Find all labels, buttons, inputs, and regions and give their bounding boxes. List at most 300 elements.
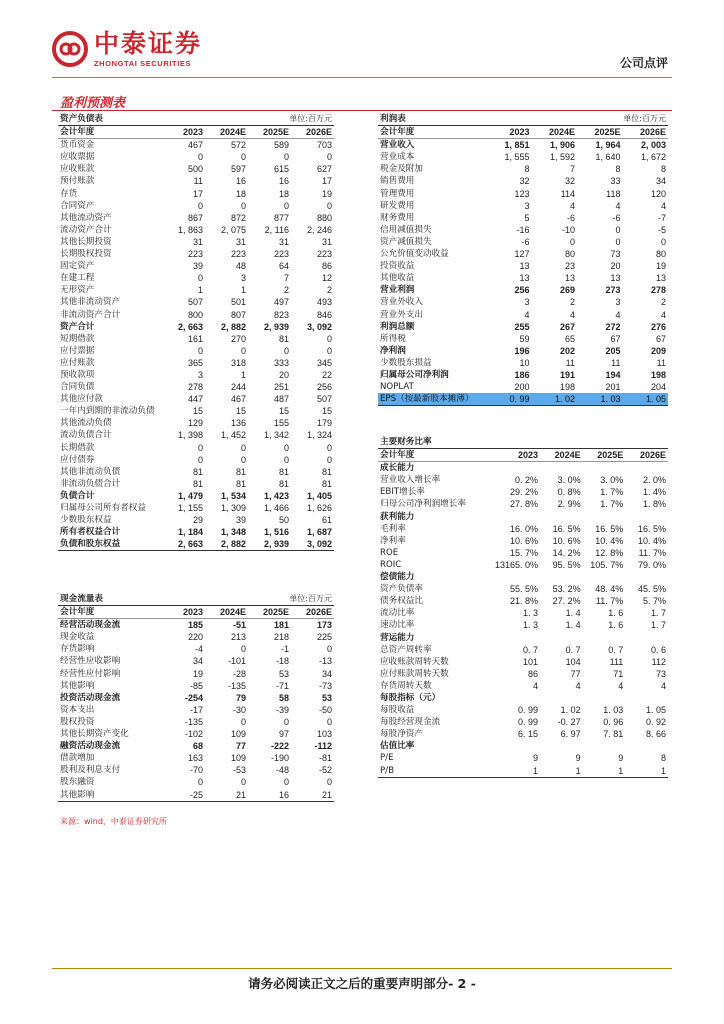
income-statement-row-label: 营业利润 — [380, 285, 415, 296]
cash-flow-cell: 163 — [187, 753, 203, 764]
cash-flow-row-label: 股利及利息支付 — [60, 765, 121, 776]
ratios-cell: 11. 7% — [638, 547, 666, 558]
cash-flow-cell: -81 — [318, 753, 332, 764]
balance-sheet-cell: 16 — [278, 176, 289, 187]
balance-sheet-cell: 1, 155 — [177, 503, 203, 513]
cash-flow-cell: 103 — [316, 729, 332, 740]
ratios-row-label: 归母公司净利润增长率 — [380, 499, 466, 510]
ratios-cell: 2. 0% — [642, 475, 666, 486]
cash-flow-row — [58, 776, 334, 788]
balance-sheet-cell: 39 — [192, 261, 203, 272]
cash-flow-row-label: 投资活动现金流 — [60, 692, 121, 703]
ratios-cell — [625, 462, 668, 475]
ratios-cell — [486, 511, 540, 523]
balance-sheet-cell: 500 — [187, 164, 203, 175]
balance-sheet-cell: 572 — [230, 140, 246, 151]
ratios-cell: 4 — [575, 680, 581, 691]
income-statement-unit: 单位:百万元 — [486, 113, 668, 126]
ratios-row — [378, 607, 668, 619]
balance-sheet-cell: 0 — [197, 273, 203, 284]
ratios-cell — [486, 740, 540, 752]
balance-sheet-cell: 0 — [326, 454, 332, 465]
ratios-cell: 16. 5% — [637, 523, 666, 534]
cash-flow-cell: -135 — [184, 716, 203, 727]
balance-sheet-row-label: 合同资产 — [60, 200, 95, 211]
income-statement-cell: 3 — [615, 297, 621, 308]
cash-flow-title: 现金流量表 — [58, 593, 162, 606]
income-statement-cell: 2 — [569, 297, 575, 308]
income-statement-row — [378, 333, 668, 345]
income-statement-row — [378, 224, 668, 236]
cash-flow-table — [58, 593, 334, 802]
ratios-cell: 0. 6 — [650, 644, 666, 655]
income-statement-row-label: 归属母公司净利润 — [380, 369, 449, 380]
balance-sheet-cell: 589 — [273, 140, 289, 151]
balance-sheet-row-label: 其他流动负债 — [60, 418, 112, 429]
ratios-row — [378, 486, 668, 498]
income-statement-cell: 8 — [660, 164, 666, 175]
ratios-row — [378, 511, 668, 523]
balance-sheet-cell: 615 — [273, 164, 289, 175]
income-statement-row-label: 资产减值损失 — [380, 236, 432, 247]
income-statement-cell: -6 — [566, 212, 575, 223]
cash-flow-cell: -13 — [318, 656, 332, 667]
income-statement-cell: 4 — [615, 309, 621, 320]
ratios-row — [378, 547, 668, 559]
income-statement-row-label: 营业成本 — [380, 152, 415, 163]
balance-sheet-cell: 19 — [321, 188, 332, 199]
cash-flow-row — [58, 704, 334, 716]
income-statement-cell: 13 — [655, 273, 666, 284]
ratios-cell: 55. 5% — [509, 584, 538, 595]
income-statement-row — [378, 236, 668, 248]
balance-sheet-cell: 3, 092 — [291, 538, 334, 551]
income-statement-cell: 13 — [519, 261, 530, 272]
ratios-cell: 71 — [613, 668, 624, 679]
ratios-cell: 105. 7% — [590, 559, 624, 570]
income-statement-year-header: 2024E — [532, 126, 578, 139]
income-statement-cell: 201 — [605, 382, 621, 393]
cash-flow-row — [58, 643, 334, 655]
balance-sheet-cell: 15 — [235, 406, 246, 417]
income-statement-cell: 65 — [564, 333, 575, 344]
ratios-row-label: 营运能力 — [380, 632, 415, 643]
income-statement-cell: 80 — [655, 249, 666, 260]
ratios-row-label: 债务权益比 — [380, 596, 423, 607]
ratios-cell — [583, 462, 626, 475]
balance-sheet-cell: 867 — [187, 212, 203, 223]
balance-sheet-cell: 11 — [193, 176, 203, 187]
balance-sheet-cell: 81 — [192, 478, 203, 489]
ratios-cell: 1. 05 — [645, 705, 666, 716]
cash-flow-cell: -73 — [318, 680, 332, 691]
balance-sheet-cell: 2 — [283, 285, 289, 296]
income-statement-grid — [378, 113, 668, 406]
cash-flow-cell: 34 — [321, 668, 332, 679]
section-divider — [52, 110, 672, 111]
balance-sheet-row-label: 一年内到期的非流动负债 — [60, 406, 155, 417]
income-statement-title-row — [378, 113, 668, 126]
cash-flow-cell: 58 — [278, 692, 289, 703]
balance-sheet-row-label: 资产合计 — [60, 321, 95, 332]
balance-sheet-row — [58, 224, 334, 236]
income-statement-cell: 3 — [524, 297, 530, 308]
cash-flow-row-label: 股权投资 — [60, 716, 95, 727]
ratios-cell — [625, 692, 668, 704]
ratios-cell — [540, 692, 583, 704]
balance-sheet-row — [58, 309, 334, 321]
balance-sheet-cell: 1, 452 — [220, 430, 246, 441]
balance-sheet-row-label: 所有者权益合计 — [60, 527, 121, 538]
income-statement-cell: 11 — [656, 357, 666, 368]
balance-sheet-cell: 81 — [235, 466, 246, 477]
cash-flow-year-header: 2024E — [205, 606, 248, 619]
income-statement-table — [378, 113, 668, 406]
balance-sheet-cell: 2, 663 — [162, 538, 205, 551]
balance-sheet-row — [58, 429, 334, 441]
balance-sheet-row — [58, 454, 334, 466]
ratios-row-label: 资产负债率 — [380, 584, 423, 595]
income-statement-cell: 198 — [559, 382, 575, 393]
ratios-cell: 4 — [532, 680, 538, 691]
balance-sheet-row — [58, 490, 334, 502]
income-statement-row — [378, 139, 668, 152]
income-statement-cell: 255 — [514, 321, 530, 332]
cash-flow-cell: -101 — [227, 656, 246, 667]
balance-sheet-cell: 627 — [316, 164, 332, 175]
cash-flow-row — [58, 716, 334, 728]
balance-sheet-cell: 1, 309 — [220, 503, 246, 513]
ratios-cell: 10. 6% — [552, 535, 581, 546]
ratios-cell — [540, 511, 583, 523]
balance-sheet-row-label: 存货 — [60, 188, 78, 199]
zhongtai-logo-icon — [52, 31, 88, 67]
footer-divider — [52, 968, 672, 969]
cash-flow-cell: 181 — [273, 620, 289, 631]
income-statement-cell: 278 — [650, 285, 666, 296]
income-statement-row-label: 研发费用 — [380, 200, 415, 211]
cash-flow-row-label: 融资活动现金流 — [60, 741, 121, 752]
ratios-row — [378, 644, 668, 656]
balance-sheet-cell: 1 — [240, 369, 246, 380]
cash-flow-header-row — [58, 606, 334, 619]
ratios-row-label: EBIT增长率 — [380, 487, 425, 498]
ratios-cell: 1 — [625, 765, 668, 778]
cash-flow-cell: 0 — [326, 716, 332, 727]
income-statement-cell: 11 — [611, 357, 621, 368]
income-statement-row-label: 销售费用 — [380, 176, 415, 187]
balance-sheet-cell: 0 — [283, 442, 289, 453]
balance-sheet-cell: 278 — [187, 382, 203, 393]
ratios-cell: 14. 2% — [552, 547, 581, 558]
balance-sheet-cell: 0 — [240, 152, 246, 163]
source-note: 来源：wind，中泰证券研究所 — [60, 817, 167, 826]
income-statement-cell: 1, 592 — [549, 152, 575, 163]
income-statement-cell: 191 — [559, 369, 575, 380]
cash-flow-cell: -52 — [318, 765, 332, 776]
ratios-cell: 86 — [527, 668, 538, 679]
ratios-cell: 8. 66 — [645, 729, 666, 740]
balance-sheet-cell: 877 — [273, 212, 289, 223]
ratios-cell: 95. 5% — [552, 559, 581, 570]
income-statement-cell: 114 — [560, 188, 575, 199]
balance-sheet-cell: 467 — [187, 140, 203, 151]
balance-sheet-title: 资产负债表 — [58, 113, 162, 126]
balance-sheet-row-label: 负债和股东权益 — [58, 538, 162, 551]
balance-sheet-cell: 2, 939 — [263, 321, 289, 332]
income-statement-cell: 23 — [564, 261, 575, 272]
ratios-cell: 16. 5% — [595, 523, 624, 534]
income-statement-cell: 273 — [605, 285, 621, 296]
ratios-cell: 1. 03 — [603, 705, 624, 716]
income-statement-cell: 33 — [610, 176, 621, 187]
income-statement-cell: 0 — [569, 236, 575, 247]
ratios-row — [378, 692, 668, 704]
ratios-cell: 16. 0% — [509, 523, 538, 534]
ratios-row — [378, 559, 668, 571]
income-statement-cell: 198 — [650, 369, 666, 380]
balance-sheet-cell: 16 — [235, 176, 246, 187]
balance-sheet-row-label: 其他应付款 — [60, 394, 103, 405]
income-statement-cell: 59 — [519, 333, 530, 344]
balance-sheet-cell: 270 — [230, 333, 246, 344]
income-statement-cell: 8 — [524, 164, 530, 175]
ratios-cell: 0. 92 — [645, 717, 666, 728]
income-statement-row — [378, 381, 668, 393]
ratios-row-label: P/E — [380, 753, 394, 764]
balance-sheet-row-label: 预付账款 — [60, 176, 95, 187]
cash-flow-year-header: 2026E — [291, 606, 334, 619]
cash-flow-row — [58, 692, 334, 704]
ratios-cell: 1 — [486, 765, 540, 778]
income-statement-cell: -5 — [657, 224, 666, 235]
cash-flow-row — [58, 728, 334, 740]
ratios-row — [378, 632, 668, 644]
balance-sheet-cell: 872 — [230, 212, 246, 223]
cash-flow-year-header: 2023 — [162, 606, 205, 619]
balance-sheet-cell: 3 — [240, 273, 246, 284]
balance-sheet-row — [58, 393, 334, 405]
balance-sheet-row-label: 其他非流动资产 — [60, 297, 121, 308]
income-statement-cell: 272 — [605, 321, 621, 332]
balance-sheet-cell: 17 — [192, 188, 203, 199]
ratios-row — [378, 704, 668, 716]
income-statement-row-label: 信用减值损失 — [380, 224, 432, 235]
document-type: 公司点评 — [619, 56, 668, 70]
income-statement-cell: 200 — [514, 382, 530, 393]
balance-sheet-row — [58, 405, 334, 417]
balance-sheet-row-label: 其他流动资产 — [60, 212, 112, 223]
ratios-row — [378, 752, 668, 764]
income-statement-cell: 34 — [655, 176, 666, 187]
income-statement-cell: 4 — [524, 309, 530, 320]
balance-sheet-row-label: 应收账款 — [60, 164, 95, 175]
cash-flow-cell: 53 — [321, 692, 332, 703]
cash-flow-cell: -18 — [275, 656, 289, 667]
ratios-row-label: 总资产周转率 — [380, 644, 432, 655]
ratios-row-label: 估值比率 — [380, 741, 415, 752]
income-statement-cell: 10 — [519, 357, 530, 368]
income-statement-row — [378, 260, 668, 272]
logo-cn-text: 中泰证券 — [94, 29, 203, 58]
income-statement-cell: -7 — [657, 212, 666, 223]
ratios-cell: 6. 15 — [517, 729, 538, 740]
balance-sheet-cell: 0 — [197, 454, 203, 465]
balance-sheet-cell: 880 — [316, 212, 332, 223]
balance-sheet-cell: 493 — [316, 297, 332, 308]
income-statement-row — [378, 200, 668, 212]
balance-sheet-cell: 0 — [283, 152, 289, 163]
balance-sheet-cell: 15 — [278, 406, 289, 417]
balance-sheet-cell: 507 — [187, 297, 203, 308]
balance-sheet-cell: 61 — [321, 515, 332, 526]
income-statement-row — [378, 345, 668, 357]
ratios-cell — [486, 632, 540, 644]
cash-flow-row — [58, 631, 334, 643]
income-statement-cell: -6 — [521, 236, 530, 247]
balance-sheet-cell: 333 — [273, 357, 289, 368]
balance-sheet-cell: 1, 687 — [306, 527, 332, 538]
income-statement-cell: 32 — [519, 176, 530, 187]
income-statement-row — [378, 175, 668, 187]
cash-flow-row-label: 其他影响 — [60, 680, 95, 691]
ratios-row — [378, 765, 668, 778]
ratios-cell: 3. 0% — [557, 475, 581, 486]
cash-flow-cell: -1 — [280, 644, 289, 655]
balance-sheet-row-label: 归属母公司所有者权益 — [60, 503, 146, 513]
ratios-cell: 1. 4 — [565, 608, 581, 619]
footer-disclaimer: 请务必阅读正文之后的重要声明部分- 2 - — [248, 976, 476, 991]
ratios-row — [378, 656, 668, 668]
cash-flow-cell: -102 — [184, 729, 203, 740]
balance-sheet-row-label: 其他长期投资 — [60, 236, 112, 247]
income-statement-row-label: 营业外支出 — [380, 309, 423, 320]
income-statement-cell: 1, 640 — [595, 152, 621, 163]
ratios-cell: 1. 4% — [642, 487, 666, 498]
income-statement-cell: 4 — [569, 200, 575, 211]
balance-sheet-cell: 161 — [187, 333, 203, 344]
balance-sheet-cell: 1, 398 — [177, 430, 203, 441]
cash-flow-cell: -50 — [318, 704, 332, 715]
income-statement-cell: 13 — [564, 273, 575, 284]
income-statement-cell: 3 — [524, 200, 530, 211]
income-statement-cell: 32 — [564, 176, 575, 187]
balance-sheet-row — [58, 163, 334, 175]
cash-flow-cell: -70 — [189, 765, 203, 776]
balance-sheet-cell: 3 — [197, 369, 203, 380]
balance-sheet-cell: 1, 184 — [177, 527, 203, 538]
ratios-cell — [625, 740, 668, 752]
balance-sheet-cell: 1, 479 — [177, 490, 203, 501]
balance-sheet-row — [58, 442, 334, 454]
balance-sheet-row-label: 短期借款 — [60, 333, 95, 344]
balance-sheet-row — [58, 381, 334, 393]
balance-sheet-cell: 81 — [192, 466, 203, 477]
ratios-cell: 9 — [618, 753, 624, 764]
balance-sheet-cell: 2 — [326, 285, 332, 296]
ratios-cell: 73 — [655, 668, 666, 679]
ratios-cell: 111 — [609, 656, 624, 667]
cash-flow-grid — [58, 593, 334, 802]
income-statement-cell: 204 — [650, 382, 666, 393]
income-statement-cell: 2, 003 — [640, 140, 666, 151]
ratios-cell — [540, 740, 583, 752]
ratios-cell — [625, 571, 668, 583]
cash-flow-row — [58, 752, 334, 764]
income-statement-row — [378, 188, 668, 200]
income-statement-row-label: 其他收益 — [380, 273, 415, 284]
ratios-cell: 10. 6% — [509, 535, 538, 546]
cash-flow-row — [58, 668, 334, 680]
balance-sheet-cell: 3, 092 — [306, 321, 332, 332]
income-statement-row — [378, 248, 668, 260]
ratios-cell — [540, 571, 583, 583]
ratios-cell: 1. 7 — [650, 608, 666, 619]
balance-sheet-cell: 0 — [326, 442, 332, 453]
balance-sheet-row-label: 应收票据 — [60, 152, 95, 163]
income-statement-cell: 123 — [514, 188, 530, 199]
balance-sheet-cell: 507 — [316, 394, 332, 405]
income-statement-cell: 5 — [524, 212, 530, 223]
income-statement-cell: 1. 05 — [623, 393, 669, 406]
balance-sheet-table — [58, 113, 334, 551]
cash-flow-cell: 0 — [326, 777, 332, 788]
balance-sheet-row-label: 流动资产合计 — [60, 224, 112, 235]
ratios-cell: 0. 99 — [517, 717, 538, 728]
cash-flow-cell: 16 — [248, 789, 291, 802]
cash-flow-cell: 19 — [192, 668, 203, 679]
cash-flow-cell: -85 — [189, 680, 203, 691]
balance-sheet-row — [58, 502, 334, 514]
income-statement-row — [378, 151, 668, 163]
ratios-cell: 1. 7% — [600, 499, 624, 510]
ratios-header-label: 会计年度 — [378, 449, 486, 462]
ratios-row-label: 每股指标（元） — [380, 692, 441, 703]
ratios-row-label: 应收账款周转天数 — [380, 656, 449, 667]
balance-sheet-header-row — [58, 126, 334, 139]
balance-sheet-grid — [58, 113, 334, 551]
balance-sheet-cell: 223 — [230, 249, 246, 260]
balance-sheet-cell: 179 — [316, 418, 332, 429]
cash-flow-cell: 0 — [240, 777, 246, 788]
balance-sheet-cell: 31 — [321, 236, 332, 247]
ratios-cell: 0. 7 — [608, 644, 624, 655]
balance-sheet-cell: 1, 423 — [263, 490, 289, 501]
financial-ratios-table — [378, 436, 668, 778]
balance-sheet-cell: 31 — [192, 236, 203, 247]
logo-en-text: ZHONGTAI SECURITIES — [94, 59, 192, 68]
balance-sheet-row — [58, 248, 334, 260]
ratios-cell: 2. 9% — [557, 499, 581, 510]
cash-flow-cell: 213 — [230, 632, 246, 643]
income-statement-cell: 0 — [660, 236, 666, 247]
balance-sheet-cell: 823 — [273, 309, 289, 320]
cash-flow-row — [58, 764, 334, 776]
balance-sheet-row — [58, 200, 334, 212]
ratios-year-header: 2023 — [486, 449, 540, 462]
balance-sheet-cell: 86 — [321, 261, 332, 272]
balance-sheet-row — [58, 357, 334, 369]
cash-flow-cell: -135 — [227, 680, 246, 691]
ratios-cell — [540, 632, 583, 644]
ratios-row-label: P/B — [378, 765, 486, 778]
cash-flow-header-label: 会计年度 — [58, 606, 162, 619]
cash-flow-row-label: 经营性应付影响 — [60, 668, 121, 679]
cash-flow-cell: -51 — [232, 620, 246, 631]
cash-flow-cell: -53 — [232, 765, 246, 776]
balance-sheet-cell: 1, 348 — [220, 527, 246, 538]
balance-sheet-cell: 15 — [192, 406, 203, 417]
